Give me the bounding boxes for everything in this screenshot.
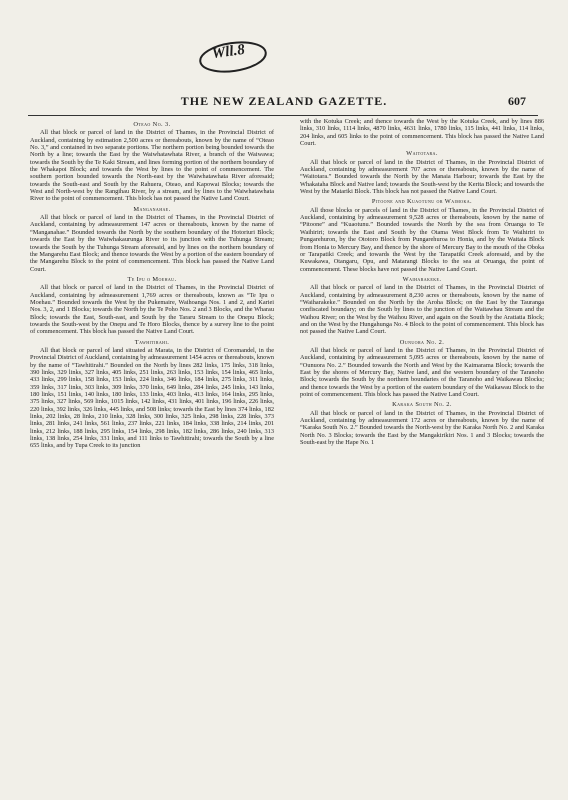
section-heading: Oteao No. 3. [133,121,171,128]
stamp-text: Wll.8 [210,41,246,63]
section-text: All that block or parcel of land in the District of Thames, in the Provincial District of Auckland, containing by admeasurement 172 acres or thereabouts, known by the name of “Karaka South No. 2.” Bounded towards the North-west by the Karaka North No. 2 and Karaka North No. 3 Blocks; towards the East by the Mangakirikiri Nos. 1 and 3 Blocks; towards the South-east by the Hape No. 1 [300,409,544,447]
section-heading: Karaka South No. 2. [392,401,452,409]
page-header [0,94,568,114]
section-text: All that block or parcel of land in the District of Thames, in the Provincial District of Auckland, containing by admeasurement 1,769 acres or thereabouts, known as “Te Ipu o Moehau.” Bounded towards the West by the Pukemaire, Waihoanga Nos. 1 and 2, and Kariei Nos. 3, 2, and 1 Blocks; towards the North by the Te Poho Nos. 2 and 3 Blocks, and the Wharau Block; towards the East, South-east, and South by the Tararu Stream to the Onepu Block; towards the South-west by the Onepu and Te Horo Blocks, thence by a survey line to the point of commencement. This block has passed the Native Land Court. [30,284,274,336]
section-text: All that block or parcel of land in the District of Thames, in the Provincial District of Auckland, containing by estimation 2,500 acres or thereabouts, known by the name of “Oteao No. 3,” and contained in two separate portions. The northern portion being bounded towards the North by a line; towards the East by the Waiwhatawhata River, a branch of the Waiwawa; towards the South by the Te Kaki Stream, and lines forming portion of the northern boundary of the Whakapoi Block; and towards the West by lines to the point of commencement. The southern portion bounded towards the North-east by the Waiwhatawhata River aforesaid; towards the South-east and South by the Rahuera, Oteao, and Kapowai Blocks; towards the West and North-west by the Rangihau River, by a stream, and by lines to the Waiwhatawhata River to the point of commencement. This block has not passed the Native Land Court. [30,129,274,203]
section-text: All that block or parcel of land situated at Marata, in the District of Coromandel, in the Provincial District of Auckland, containing by admeasurement 1454 acres or thereabouts, known by the name of “Tawhitirahi.” Bounded on the North by lines 282 links, 175 links, 318 links, 390 links, 329 links, 327 links, 405 links, 251 links, 263 links, 153 links, 154 links, 465 links, 433 links, 299 links, 158 links, 153 links, 224 links, 346 links, 184 links, 275 links, 311 links, 359 links, 317 links, 303 links, 309 links, 370 links, 649 links, 284 links, 245 links, 143 links, 180 links, 151 links, 140 links, 180 links, 133 links, 403 links, 413 links, 164 links, 295 links, 375 links, 327 links, 569 links, 1015 links, 142 links, 431 links, 401 links, 196 links, 226 links, 220 links, 392 links, 326 links, 445 links, and 508 links; towards the East by lines 374 links, 182 links, 202 links, 28 links, 210 links, 328 links, 300 links, 325 links, 298 links, 228 links, 373 links, 281 links, 241 links, 561 links, 237 links, 221 links, 184 links, 338 links, 214 links, 201 links, 212 links, 188 links, 295 links, 154 links, 298 links, 182 links, 286 links, 240 links, 313 links, 138 links, 254 links, 331 links, and 111 links to Tawhitirahi; towards the South by a line 655 links, and by Tupa Creek to its junction [30,346,274,450]
section-text: All that block or parcel of land in the District of Thames, in the Provincial District of Auckland, containing by admeasurement 8,230 acres or thereabouts, known by the name of “Waiharakeke.” Bounded on the North by the Aroha Block; on the East by the Tauranga confiscated boundary; on the South by lines to the junction of the Waitawhau Stream and the Waihou River; on the West by the Waihou River, and again on the South by the Aratiatia Block; and on the West by the Hungahunga No. 4 Block to the point of commencement. This block has not passed the Native Land Court. [300,284,544,336]
section-text: All those blocks or parcels of land in the District of Thames, in the Provincial District of Auckland, containing by admeasurement 9,528 acres or thereabouts, known by the name of “Pitoone” and “Kuaotunu.” Bounded towards the North by the sea from Oruanga to Te Waihiriri; towards the East and South by the Otama West Block from Te Waihiriri to Pungarehuron, by the Ototoro Block from Pungarehuroa to Honia, and by the Waitaia Block from Honia to Mercury Bay, and thence by the shore of Mercury Bay to the mouth of the Oboka or Tarapatiki Creek; and towards the West by the Tarapatiki Creek aforesaid, and by the Kuwakawa, Otangaru, Opu, and Matarangi Blocks to the sea at Oruanga, the point of commencement. These blocks have not passed the Native Land Court. [300,206,544,273]
section-heading: Waiharakeke. [402,275,442,283]
page-number: 607 [508,94,526,108]
section-text: All that block or parcel of land in the District of Thames, in the Provincial District of Auckland, containing by admeasurement 5,095 acres or thereabouts, known by the name of “Ounuora No. 2.” Bounded towards the North and West by the Kaimarama Block; towards the East by the shores of Mercury Bay, Native land, and the western boundary of the Taranoho Block; towards the South by the northern boundaries of the Taranoho and Waikawau Blocks; and thence towards the West by a portion of the eastern boundary of the Waikawau Block to the point of commencement. This block has passed the Native Land Court. [300,346,544,399]
left-column [30,118,274,451]
section-text-continued: with the Kotuka Creek; and thence towards the West by the Kotuka Creek, and by lines 886 links, 310 links, 1114 links, 4870 links, 4631 links, 1780 links, 115 links, 441 links, 114 links, 204 links, and 605 links to the point of commencement. This block has passed the Native Land Court. [300,118,544,148]
section-text: All that block or parcel of land in the District of Thames, in the Provincial District of Auckland, containing by admeasurement 707 acres or thereabouts, known by the name of “Waitotara.” Bounded towards the North by the Manaia Harbour; towards the East by the Whakataha Block and Native land; towards the South-west by the Kerita Block; and towards the West by the Matariki Block. This block has not passed the Native Land Court. [300,158,544,196]
header-rule [28,115,538,116]
section-heading: Ounuora No. 2. [399,338,445,346]
right-column [300,118,544,447]
section-heading: Waitotara. [406,150,438,158]
section-heading: Pitoone and Kuaotunu or Waimoka. [371,198,473,206]
section-heading: Manganahae. [133,205,171,213]
gazette-title: THE NEW ZEALAND GAZETTE. [180,94,388,108]
section-text: All that block or parcel of land in the District of Thames, in the Provincial District of Auckland, containing by admeasurement 147 acres or thereabouts, known by the name of “Manganahae.” Bounded towards the North by the southern boundary of the Hotoriuri Block; towards the East by the Waiwhakaurunga River to its junction with the Tuhunga Stream; towards the South by the Tuhunga Stream aforesaid, and by lines on the northern boundary of the Mangarehu East Block; and thence towards the West by a portion of the eastern boundary of the Mangarehu Block to the point of commencement. This block has passed the Native Land Court. [30,214,274,273]
section-heading: Tawhitirahi. [134,338,170,346]
section-heading: Te Ipu o Moehau. [127,275,177,283]
